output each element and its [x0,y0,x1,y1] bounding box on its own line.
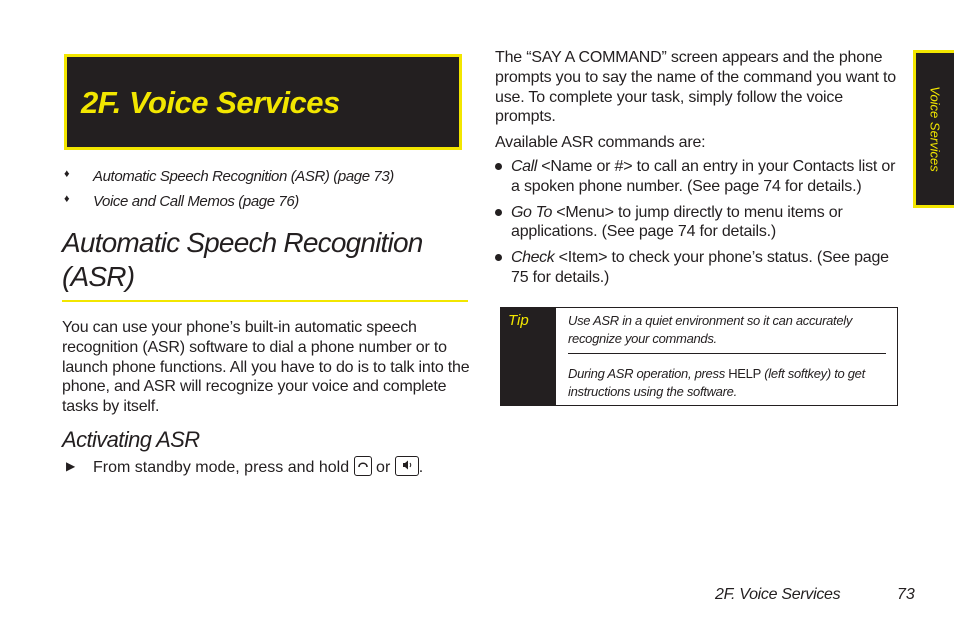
command-name: Call [511,157,537,175]
activating-heading: Activating ASR [62,427,200,452]
command-list [495,157,903,288]
toc-item[interactable] [64,193,464,218]
tip-line-1: Use ASR in a quiet environment so it can accurately recognize your commands. [568,313,853,346]
right-column [495,48,903,294]
talk-key-icon [354,456,372,476]
page-number: 73 [897,586,915,603]
bullet-dot-icon [495,163,502,170]
chapter-title: 2F. Voice Services [81,85,340,120]
toc-item-label: Voice and Call Memos (page 76) [93,193,299,210]
toc-item[interactable] [64,168,464,193]
chapter-toc [64,168,464,218]
diamond-bullet-icon: ♦ [64,193,70,205]
command-description: <Item> to check your phone’s status. (See page 75 for details.) [511,249,889,286]
help-key-label: HELP [728,366,761,381]
intro-paragraph: The “SAY A COMMAND” screen appears and the phone prompts you to say the name of the command you want to use. To complete your task, simply follow the voice prompts. [495,49,896,126]
bullet-dot-icon [495,254,502,261]
section-title: Automatic Speech Recognition (ASR) [62,226,468,302]
command-description: <Menu> to jump directly to menu items or applications. (See page 74 for details.) [511,203,843,241]
tip-line-2: During ASR operation, press HELP (left softkey) to get instructions using the software. [568,366,865,399]
tip-label-column [501,308,556,405]
tip-label: Tip [508,312,529,329]
diamond-bullet-icon: ♦ [64,168,70,180]
command-description: <Name or #> to call an entry in your Contacts list or a spoken phone number. (See page 74 for details.) [511,157,896,195]
footer-section-name: 2F. Voice Services [715,586,841,603]
toc-item-label: Automatic Speech Recognition (ASR) (page 73) [93,168,394,185]
side-tab-label: Voice Services [927,86,943,172]
command-name: Check [511,249,555,267]
list-item [495,157,903,197]
tip-divider [568,353,886,354]
speaker-key-icon [395,456,419,476]
side-tab[interactable] [913,50,954,208]
section-body: You can use your phone’s built-in automatic speech recognition (ASR) software to dial a phone number or to launch phone functions. All you have to do is to talk into the phone, and ASR will recognize your voice and complete tasks by itself. [62,319,470,416]
tip-box [500,307,898,406]
step-text: From standby mode, press and hold or . [93,458,423,478]
list-item [495,248,903,288]
bullet-dot-icon [495,209,502,216]
chapter-header-box [64,54,462,150]
list-item [495,203,903,243]
available-commands-label: Available ASR commands are: [495,134,706,152]
command-name: Go To [511,203,552,221]
tip-content [568,312,886,400]
step-arrow-icon: ▶ [66,459,76,473]
